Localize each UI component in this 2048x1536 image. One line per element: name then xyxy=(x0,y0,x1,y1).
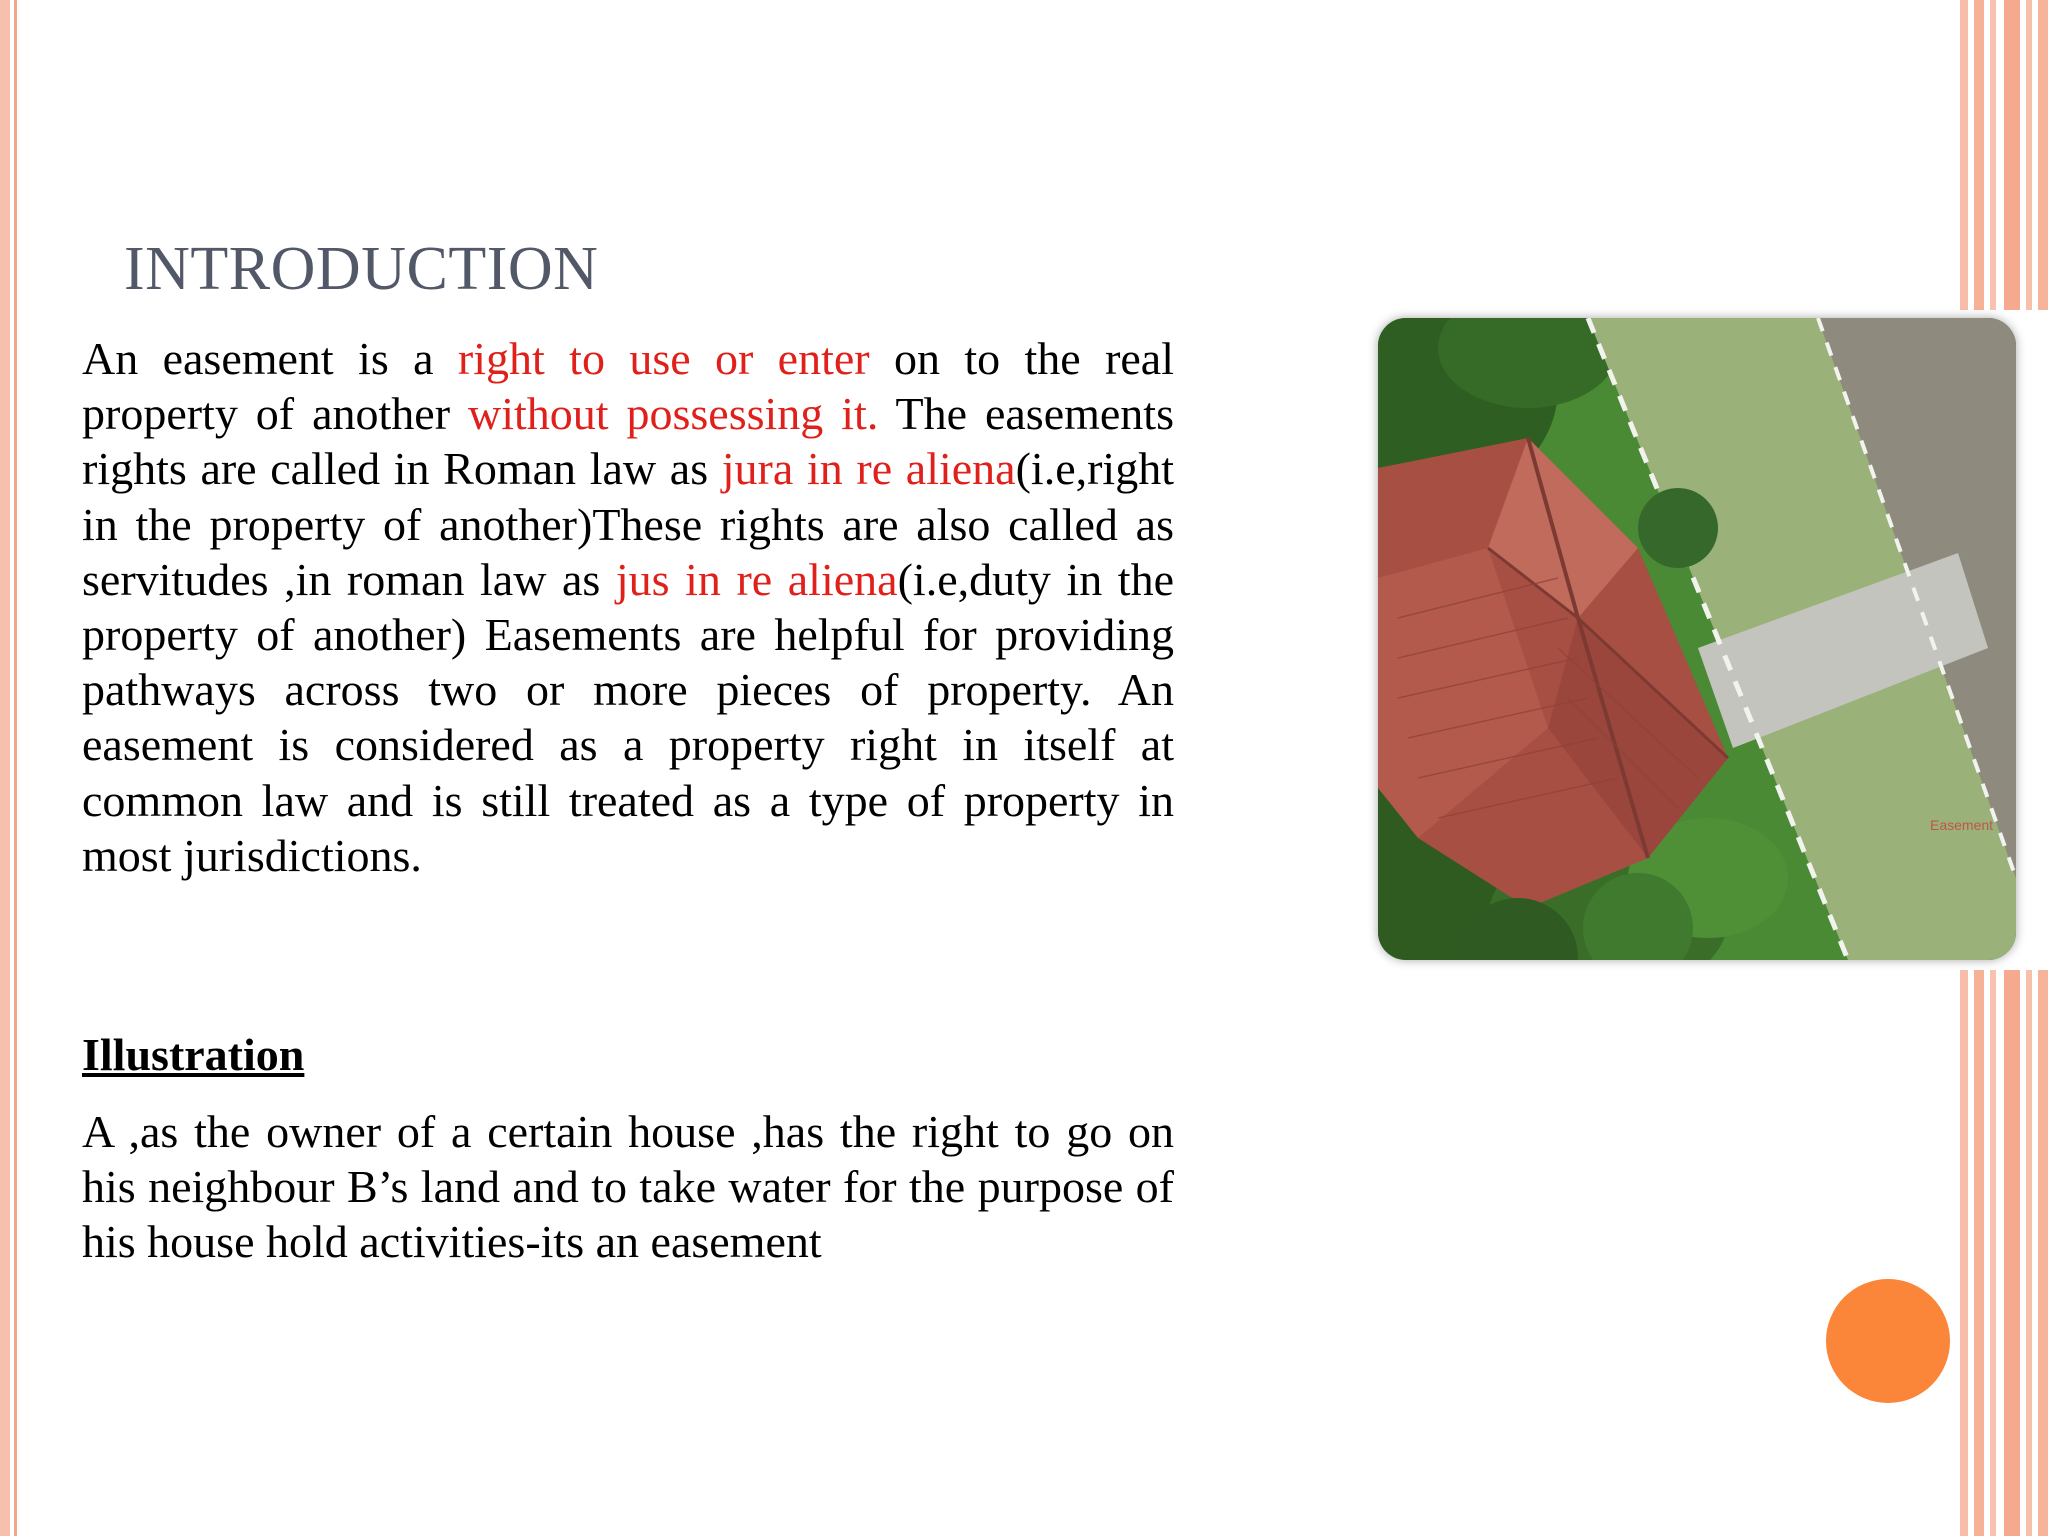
body-text-segment: The easements rights are called in Roman law as xyxy=(82,388,1174,495)
slide-title: INTRODUCTION xyxy=(124,235,599,303)
emphasis-text: jus in re aliena xyxy=(615,553,898,605)
body-text-segment: on to the real property of another xyxy=(82,333,1174,440)
left-decorative-stripe xyxy=(0,0,10,1536)
body-text-segment: (i.e,right in the property of another)These rights are also called as servitudes ,in roman law as xyxy=(82,443,1174,605)
easement-aerial-photo xyxy=(1378,318,2016,960)
emphasis-text: without possessing it. xyxy=(467,388,879,440)
body-text-segment: (i.e,duty in the property of another) Easements are helpful for providing pathways across two or more pieces of property. An easement is considered as a property right in itself at common law and is still treated as a type of property in most jurisdictions. xyxy=(82,553,1174,881)
illustration-paragraph: A ,as the owner of a certain house ,has the right to go on his neighbour B’s land and to take water for the purpose of his house hold activities-its an easement xyxy=(82,1106,1174,1268)
left-decorative-stripe-thin xyxy=(14,0,17,1536)
body-text-segment: An easement is a xyxy=(82,333,458,384)
easement-photo-caption: Easement xyxy=(1930,817,1994,833)
intro-paragraph xyxy=(82,331,1174,883)
accent-circle xyxy=(1826,1279,1950,1403)
easement-photo-frame xyxy=(1370,310,2048,970)
emphasis-text: right to use or enter xyxy=(457,333,870,384)
emphasis-text: jura in re aliena xyxy=(721,443,1016,495)
illustration-heading: Illustration xyxy=(82,1029,305,1080)
